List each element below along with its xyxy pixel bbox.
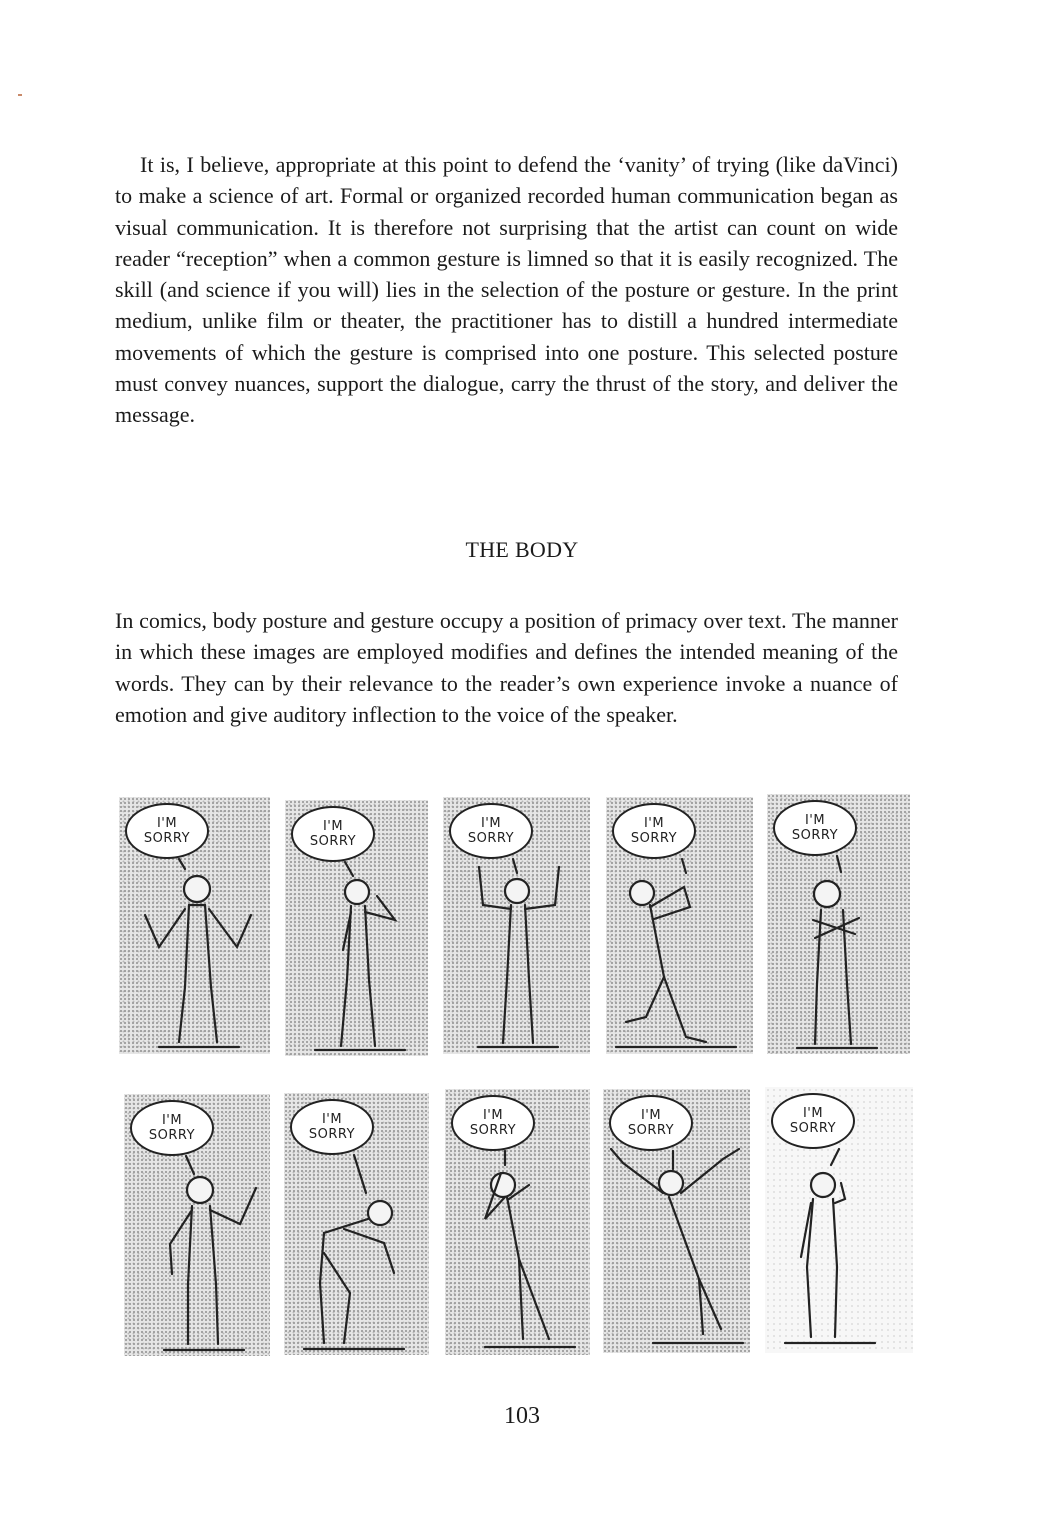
body-paragraph-1: It is, I believe, appropriate at this point to defend the ‘vanity’ of trying (like daVinci) to make a science of art. Formal or organized recorded human communication began as visual communication. It is therefore not surprising that the artist can count on wide reader “reception” when a common gesture is limned so that it is easily recognized. The skill (and science if you will) lies in the selection of the posture or gesture. In the print medium, unlike film or theater, the practitioner has to distill a hundred intermediate movements of which the gesture is comprised into one posture. This selected posture must convey nuances, support the dialogue, carry the thrust of the story, and deliver the message. [115,152,898,428]
comic-panel-6 [124,1094,270,1356]
speech-balloon: I'M SORRY [291,806,375,862]
speech-balloon: I'M SORRY [130,1100,214,1156]
figure-shrug-drawing [119,797,270,1054]
figure-against-wall-drawing [603,1089,750,1353]
paper-speck [18,94,22,96]
comic-panel-4 [606,797,753,1054]
figure-kneeling-drawing [606,797,753,1054]
speech-balloon: I'M SORRY [612,803,696,859]
speech-balloon: I'M SORRY [609,1095,693,1151]
comic-panel-9 [603,1089,750,1353]
figure-hands-up-drawing [443,797,590,1054]
comic-panel-7 [284,1093,429,1355]
comic-panel-5 [767,794,910,1054]
comic-panel-8 [445,1089,590,1355]
figure-hand-to-chin-drawing [285,800,428,1056]
figure-arms-crossed-drawing [767,794,910,1054]
speech-balloon: I'M SORRY [449,803,533,859]
comic-panel-10 [765,1087,913,1353]
speech-balloon: I'M SORRY [290,1099,374,1155]
speech-balloon: I'M SORRY [773,800,857,856]
comic-panel-1 [119,797,270,1054]
speech-balloon: I'M SORRY [451,1095,535,1151]
speech-balloon: I'M SORRY [771,1093,855,1149]
figure-hunched-drawing [284,1093,429,1355]
figure-sheepish-drawing [765,1087,913,1353]
speech-balloon: I'M SORRY [125,803,209,859]
figure-laughing-drawing [124,1094,270,1356]
figure-leaning-back-drawing [445,1089,590,1355]
body-paragraph-2: In comics, body posture and gesture occupy a position of primacy over text. The manner in which these images are employed modifies and defines the intended meaning of the words. They can by their relevance to the reader’s own experience invoke a nuance of emotion and give auditory inflection to the voice of the speaker. [115,608,898,727]
comic-panel-3 [443,797,590,1054]
section-heading: THE BODY [465,537,579,562]
page-number: 103 [504,1403,540,1429]
comic-panel-2 [285,800,428,1056]
